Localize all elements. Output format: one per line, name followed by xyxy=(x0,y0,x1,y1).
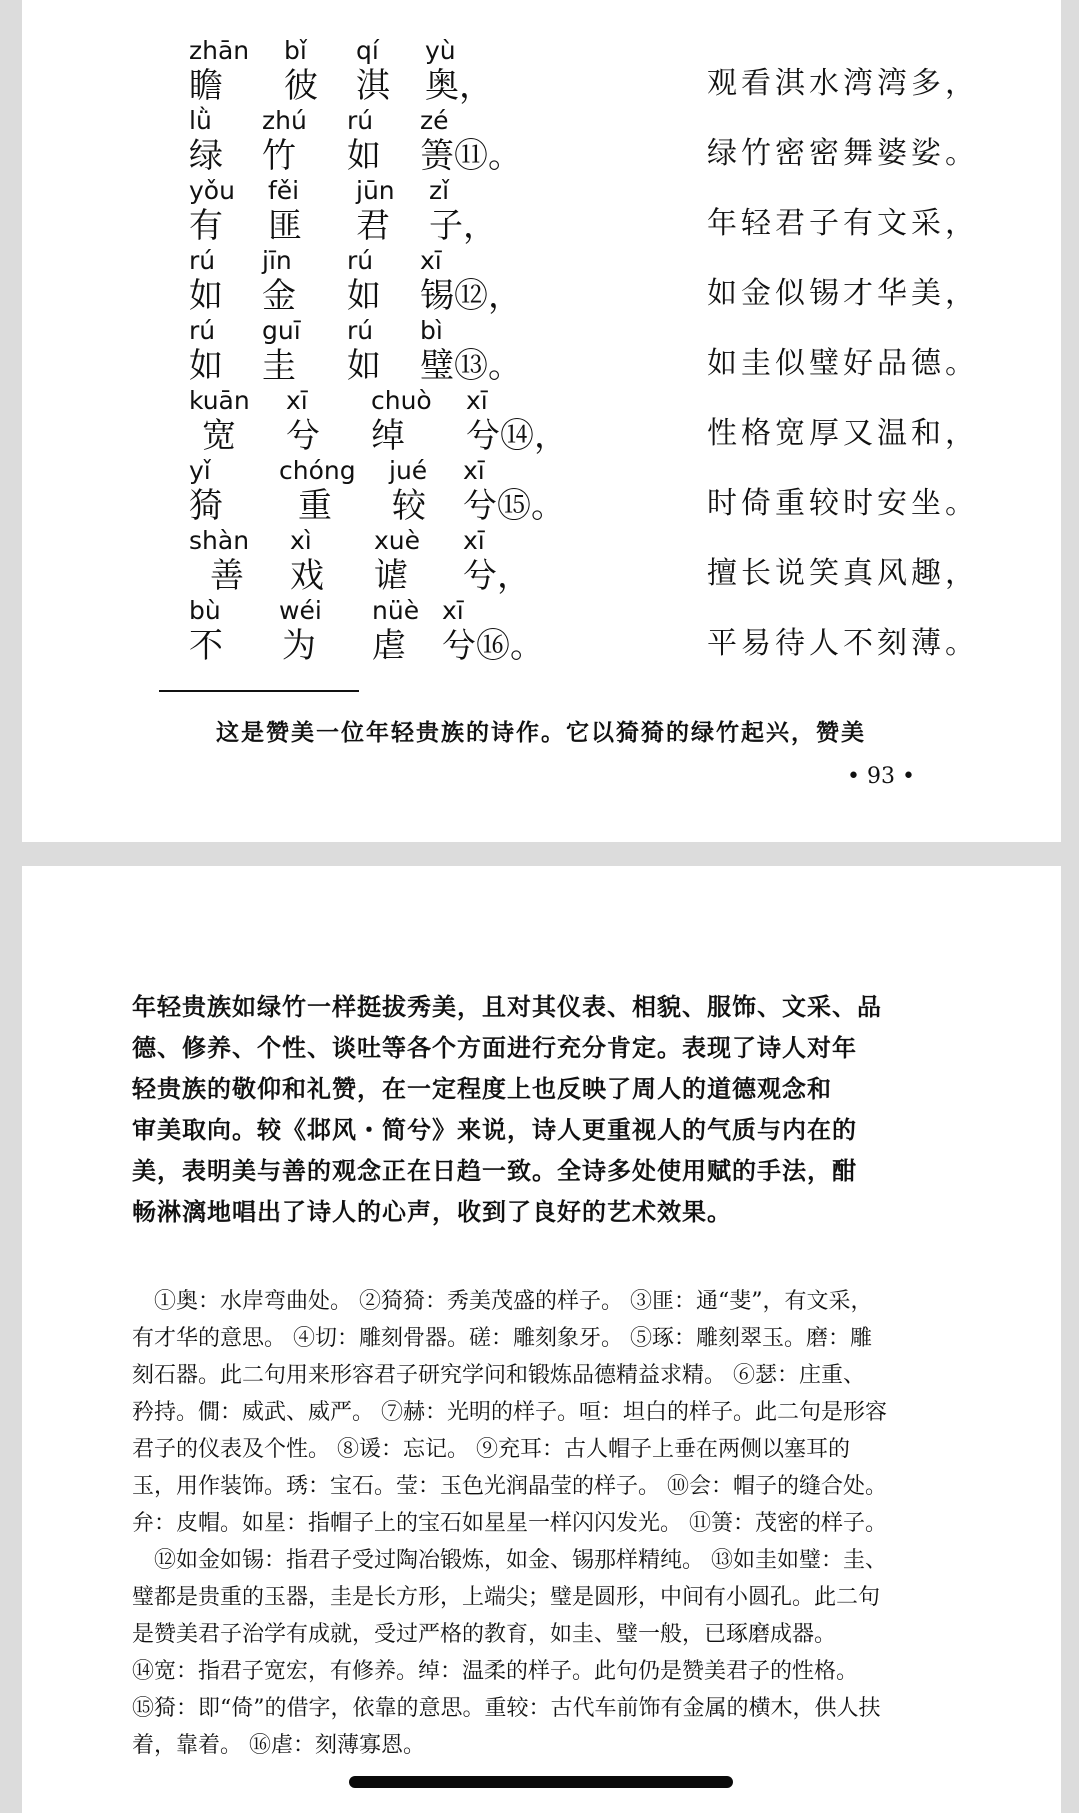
pinyin: chóng xyxy=(279,456,356,485)
verse-translation: 性格宽厚又温和， xyxy=(707,416,979,451)
page-number: • 93 • xyxy=(847,764,915,789)
verse-line xyxy=(22,386,1061,456)
commentary-continued xyxy=(132,986,952,1232)
hanzi: 匪 xyxy=(268,206,302,246)
hanzi: 戏 xyxy=(290,556,324,596)
pinyin: qí xyxy=(356,36,379,65)
pinyin: xī xyxy=(286,386,308,415)
pinyin: rú xyxy=(347,316,374,345)
page-94 xyxy=(22,866,1061,1813)
verse-translation: 观看淇水湾湾多， xyxy=(707,66,979,101)
pinyin: fěi xyxy=(268,176,300,205)
hanzi: 兮， xyxy=(463,556,531,596)
hanzi: 较 xyxy=(392,486,426,526)
commentary-line: 年轻贵族如绿竹一样挺拔秀美，且对其仪表、相貌、服饰、文采、品 xyxy=(132,992,882,1021)
hanzi: 兮⑯。 xyxy=(442,626,544,666)
pinyin: zhān xyxy=(189,36,250,65)
verse-translation: 时倚重较时安坐。 xyxy=(707,486,979,521)
verse-line xyxy=(22,596,1061,666)
home-indicator[interactable] xyxy=(349,1776,733,1788)
pinyin: xī xyxy=(420,246,442,275)
pinyin: wéi xyxy=(279,596,322,625)
pinyin: xī xyxy=(466,386,488,415)
pinyin: nüè xyxy=(372,596,420,625)
hanzi: 如 xyxy=(347,346,381,386)
note-line: 璧都是贵重的玉器，圭是长方形，上端尖；璧是圆形，中间有小圆孔。此二句 xyxy=(132,1585,881,1610)
commentary-line: 美，表明美与善的观念正在日趋一致。全诗多处使用赋的手法，酣 xyxy=(132,1156,857,1185)
pinyin: rú xyxy=(189,246,216,275)
pinyin: zǐ xyxy=(429,176,450,205)
note-line: 玉，用作装饰。琇：宝石。莹：玉色光润晶莹的样子。 ⑩会：帽子的缝合处。 xyxy=(132,1474,887,1499)
verse-translation: 如圭似璧好品德。 xyxy=(707,346,979,381)
verse-line xyxy=(22,246,1061,316)
hanzi: 锡⑫， xyxy=(420,276,522,316)
pinyin: xī xyxy=(463,526,485,555)
hanzi: 如 xyxy=(347,136,381,176)
verse-line xyxy=(22,36,1061,106)
verse-line xyxy=(22,526,1061,596)
hanzi: 绿 xyxy=(189,136,223,176)
pinyin: bì xyxy=(420,316,443,345)
pinyin: jīn xyxy=(262,246,292,275)
pinyin: xì xyxy=(290,526,312,555)
hanzi: 谑 xyxy=(374,556,408,596)
note-line: ⑮猗：即“倚”的借字，依靠的意思。重较：古代车前饰有金属的横木，供人扶 xyxy=(132,1696,881,1721)
hanzi: 猗 xyxy=(189,486,223,526)
hanzi: 兮⑭， xyxy=(466,416,568,456)
pinyin: rú xyxy=(189,316,216,345)
hanzi: 如 xyxy=(189,276,223,316)
note-line: ⑭宽：指君子宽宏，有修养。绰：温柔的样子。此句仍是赞美君子的性格。 xyxy=(132,1659,859,1684)
footnote-divider xyxy=(159,690,359,692)
verse-translation: 年轻君子有文采， xyxy=(707,206,979,241)
note-line: 有才华的意思。 ④切：雕刻骨器。磋：雕刻象牙。 ⑤琢：雕刻翠玉。磨：雕 xyxy=(132,1326,872,1351)
note-line: 矜持。僩：威武、威严。 ⑦赫：光明的样子。咺：坦白的样子。此二句是形容 xyxy=(132,1400,887,1425)
pinyin: guī xyxy=(262,316,301,345)
pinyin: jué xyxy=(389,456,428,485)
hanzi: 君 xyxy=(356,206,390,246)
commentary-first-line: 这是赞美一位年轻贵族的诗作。它以猗猗的绿竹起兴，赞美 xyxy=(216,719,866,746)
verse-translation: 平易待人不刻薄。 xyxy=(707,626,979,661)
commentary-line: 畅淋漓地唱出了诗人的心声，收到了良好的艺术效果。 xyxy=(132,1197,732,1226)
verse-line xyxy=(22,176,1061,246)
verse-translation: 如金似锡才华美， xyxy=(707,276,979,311)
hanzi: 有 xyxy=(189,206,223,246)
hanzi: 奥， xyxy=(425,66,493,106)
page-93 xyxy=(22,0,1061,842)
hanzi: 竹 xyxy=(262,136,296,176)
commentary-line: 审美取向。较《邶风・简兮》来说，诗人更重视人的气质与内在的 xyxy=(132,1115,857,1144)
verse-line xyxy=(22,316,1061,386)
pinyin: zhú xyxy=(262,106,307,135)
pinyin: kuān xyxy=(189,386,250,415)
hanzi: 箦⑪。 xyxy=(420,136,522,176)
pinyin: jūn xyxy=(356,176,395,205)
hanzi: 兮 xyxy=(286,416,320,456)
pinyin: xuè xyxy=(374,526,421,555)
pinyin: chuò xyxy=(371,386,432,415)
pinyin: rú xyxy=(347,106,374,135)
hanzi: 虐 xyxy=(372,626,406,666)
hanzi: 善 xyxy=(210,556,244,596)
note-line: 着，靠着。 ⑯虐：刻薄寡恩。 xyxy=(132,1733,425,1758)
hanzi: 圭 xyxy=(262,346,296,386)
pinyin: xī xyxy=(442,596,464,625)
hanzi: 如 xyxy=(347,276,381,316)
commentary-line: 德、修养、个性、谈吐等各个方面进行充分肯定。表现了诗人对年 xyxy=(132,1033,857,1062)
note-line: ⑫如金如锡：指君子受过陶冶锻炼，如金、锡那样精纯。 ⑬如圭如璧：圭、 xyxy=(154,1548,887,1573)
pinyin: rú xyxy=(347,246,374,275)
hanzi: 淇 xyxy=(356,66,390,106)
pinyin: shàn xyxy=(189,526,250,555)
verse-line xyxy=(22,106,1061,176)
note-line: 弁：皮帽。如星：指帽子上的宝石如星星一样闪闪发光。 ⑪箦：茂密的样子。 xyxy=(132,1511,887,1536)
note-line: 刻石器。此二句用来形容君子研究学问和锻炼品德精益求精。 ⑥瑟：庄重、 xyxy=(132,1363,865,1388)
hanzi: 如 xyxy=(189,346,223,386)
pinyin: zé xyxy=(420,106,449,135)
hanzi: 瞻 xyxy=(189,66,223,106)
pinyin: bǐ xyxy=(284,36,307,65)
verse-translation: 绿竹密密舞婆娑。 xyxy=(707,136,979,171)
hanzi: 子， xyxy=(429,206,497,246)
hanzi: 兮⑮。 xyxy=(463,486,565,526)
note-line: 是赞美君子治学有成就，受过严格的教育，如圭、璧一般，已琢磨成器。 xyxy=(132,1622,837,1647)
hanzi: 宽 xyxy=(202,416,236,456)
hanzi: 金 xyxy=(262,276,296,316)
note-line: 君子的仪表及个性。 ⑧谖：忘记。 ⑨充耳：古人帽子上垂在两侧以塞耳的 xyxy=(132,1437,850,1462)
verse-line xyxy=(22,456,1061,526)
pinyin: yǒu xyxy=(189,176,235,205)
pinyin: lǜ xyxy=(189,106,212,135)
note-line: ①奥：水岸弯曲处。 ②猗猗：秀美茂盛的样子。 ③匪：通“斐”，有文采， xyxy=(154,1289,873,1314)
commentary-line: 轻贵族的敬仰和礼赞，在一定程度上也反映了周人的道德观念和 xyxy=(132,1074,832,1103)
hanzi: 不 xyxy=(189,626,223,666)
verse-translation: 擅长说笑真风趣， xyxy=(707,556,979,591)
hanzi: 为 xyxy=(282,626,316,666)
pinyin: bù xyxy=(189,596,221,625)
pinyin: yù xyxy=(425,36,456,65)
hanzi: 绰 xyxy=(371,416,405,456)
annotation-notes xyxy=(132,1283,952,1764)
hanzi: 彼 xyxy=(284,66,318,106)
pinyin: xī xyxy=(463,456,485,485)
pinyin: yǐ xyxy=(189,456,211,485)
hanzi: 璧⑬。 xyxy=(420,346,522,386)
hanzi: 重 xyxy=(298,486,332,526)
